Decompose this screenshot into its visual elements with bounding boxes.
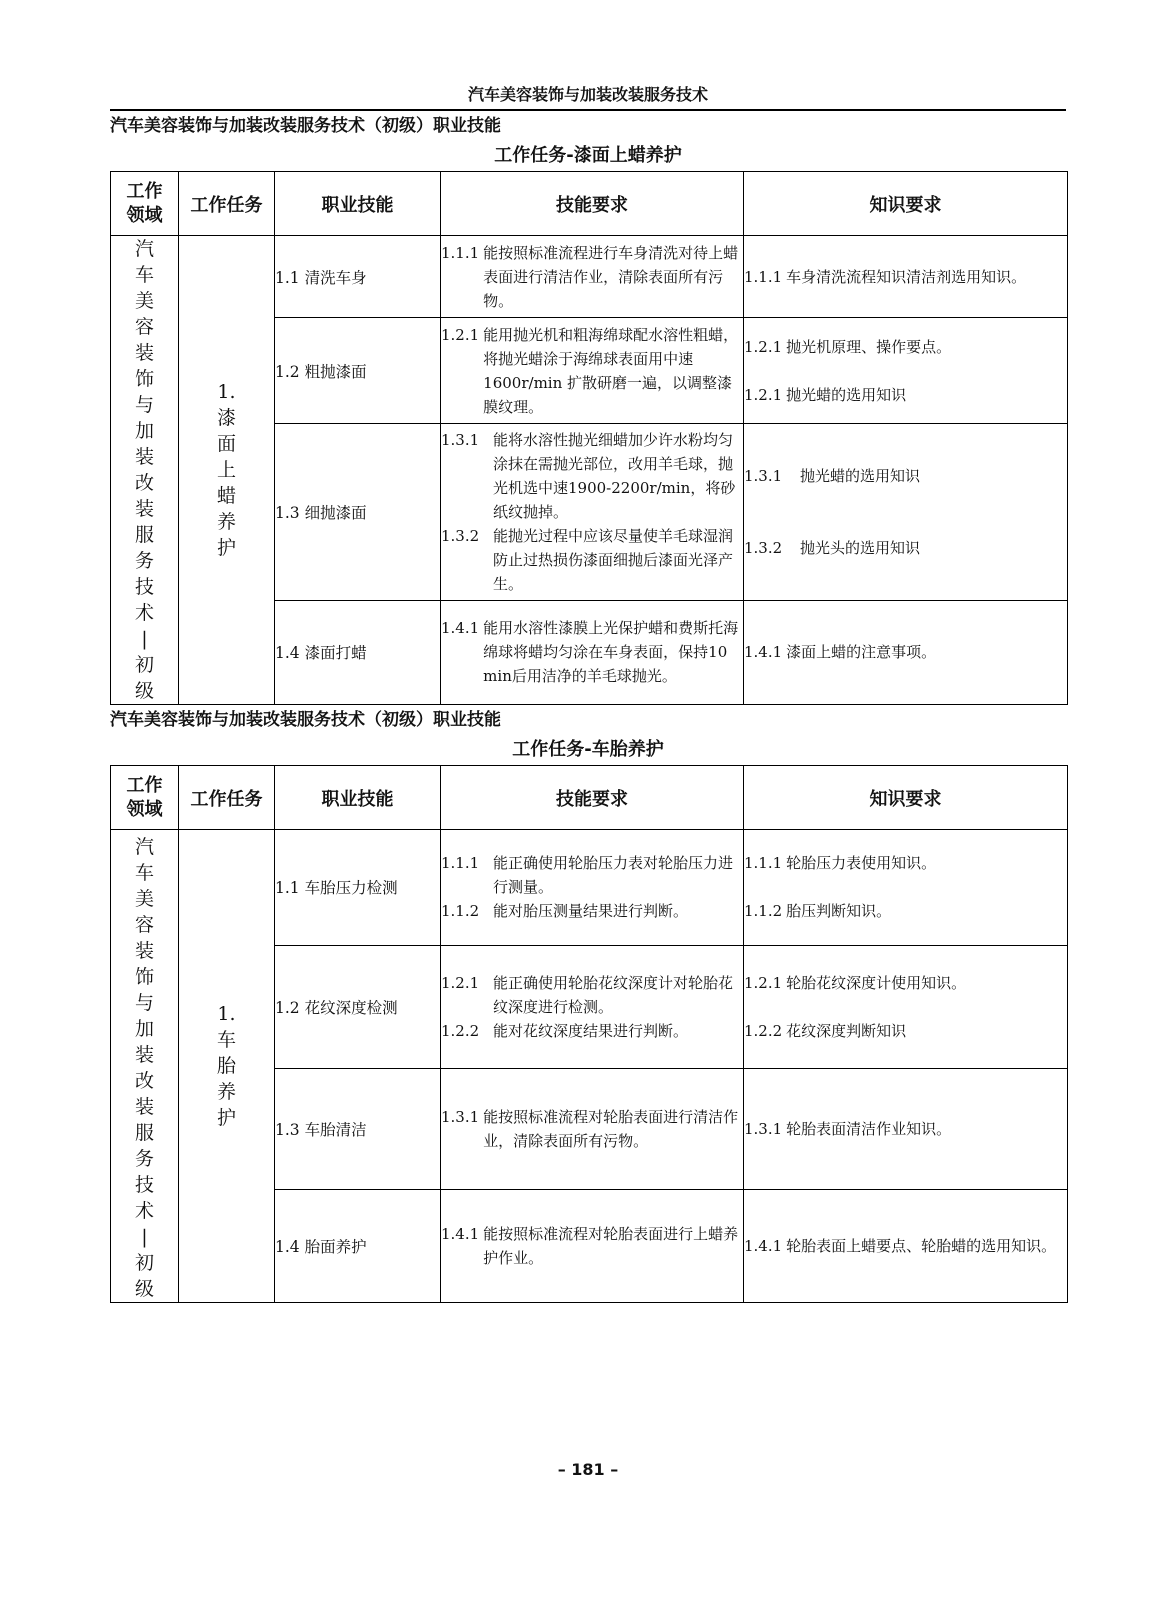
table-header-row <box>111 172 1068 236</box>
requirement-cell: 1.3.1 能将水溶性抛光细蜡加少许水粉均匀涂抹在需抛光部位，改用羊毛球，抛光机选中速1900-2200r/min，将砂纸纹抛掉。 1.3.2 能抛光过程中应该尽量使羊毛球湿润防止过热损伤漆面细抛后漆面光泽产生。 <box>441 424 744 600</box>
domain-cell <box>111 236 179 705</box>
knowledge-cell: 1.1.1 车身清洗流程知识清洁剂选用知识。 <box>744 236 1068 318</box>
table-header-row <box>111 766 1068 830</box>
skill-cell: 1.3 细抛漆面 <box>275 424 441 600</box>
knowledge-cell: 1.1.1 轮胎压力表使用知识。 1.1.2 胎压判断知识。 <box>744 830 1068 946</box>
task-vertical-text: 1. 漆 面 上 蜡 养 护 <box>216 381 236 559</box>
skills-table <box>110 171 1068 705</box>
column-header-knowledge: 知识要求 <box>744 766 1068 830</box>
column-header-skill: 职业技能 <box>275 172 441 236</box>
task-cell <box>179 830 275 1303</box>
column-header-requirement: 技能要求 <box>441 766 744 830</box>
knowledge-cell: 1.2.1 轮胎花纹深度计使用知识。 1.2.2 花纹深度判断知识 <box>744 945 1068 1068</box>
requirement-cell: 1.2.1 能用抛光机和粗海绵球配水溶性粗蜡，将抛光蜡涂于海绵球表面用中速1600r/min 扩散研磨一遍，以调整漆膜纹理。 <box>441 318 744 424</box>
section-heading: 汽车美容装饰与加装改装服务技术（初级）职业技能 <box>110 116 501 136</box>
column-header-task: 工作任务 <box>179 766 275 830</box>
header-rule <box>110 109 1066 111</box>
column-header-domain: 工作 领域 <box>111 172 179 236</box>
knowledge-cell: 1.3.1 抛光蜡的选用知识 1.3.2 抛光头的选用知识 <box>744 424 1068 600</box>
requirement-cell: 1.3.1 能按照标准流程对轮胎表面进行清洁作业，清除表面所有污物。 <box>441 1068 744 1189</box>
skill-cell: 1.2 花纹深度检测 <box>275 945 441 1068</box>
requirement-cell: 1.4.1 能用水溶性漆膜上光保护蜡和费斯托海绵球将蜡均匀涂在车身表面，保持10 min后用洁净的羊毛球抛光。 <box>441 600 744 704</box>
knowledge-cell: 1.3.1 轮胎表面清洁作业知识。 <box>744 1068 1068 1189</box>
page-number: – 181 – <box>557 1460 619 1479</box>
domain-cell <box>111 830 179 1303</box>
column-header-task: 工作任务 <box>179 172 275 236</box>
task-cell <box>179 236 275 705</box>
column-header-domain: 工作 领域 <box>111 766 179 830</box>
section-subtitle: 工作任务-车胎养护 <box>512 739 664 760</box>
column-header-requirement: 技能要求 <box>441 172 744 236</box>
task-vertical-text: 1. 车 胎 养 护 <box>216 1003 236 1129</box>
skill-cell: 1.1 车胎压力检测 <box>275 830 441 946</box>
skill-cell: 1.4 漆面打蜡 <box>275 600 441 704</box>
knowledge-cell: 1.4.1 漆面上蜡的注意事项。 <box>744 600 1068 704</box>
skill-cell: 1.1 清洗车身 <box>275 236 441 318</box>
skill-cell: 1.2 粗抛漆面 <box>275 318 441 424</box>
section-subtitle: 工作任务-漆面上蜡养护 <box>494 145 682 166</box>
skill-cell: 1.4 胎面养护 <box>275 1189 441 1302</box>
domain-vertical-text: 汽 车 美 容 装 饰 与 加 装 改 装 服 务 技 术 | 初 级 <box>134 836 154 1300</box>
section-heading: 汽车美容装饰与加装改装服务技术（初级）职业技能 <box>110 710 501 730</box>
running-header: 汽车美容装饰与加装改装服务技术 <box>467 85 708 104</box>
knowledge-cell: 1.2.1 抛光机原理、操作要点。 1.2.1 抛光蜡的选用知识 <box>744 318 1068 424</box>
domain-vertical-text: 汽 车 美 容 装 饰 与 加 装 改 装 服 务 技 术 | 初 级 <box>134 238 154 702</box>
skill-cell: 1.3 车胎清洁 <box>275 1068 441 1189</box>
requirement-cell: 1.2.1 能正确使用轮胎花纹深度计对轮胎花纹深度进行检测。 1.2.2 能对花纹深度结果进行判断。 <box>441 945 744 1068</box>
table-row <box>111 830 1068 946</box>
knowledge-cell: 1.4.1 轮胎表面上蜡要点、轮胎蜡的选用知识。 <box>744 1189 1068 1302</box>
column-header-skill: 职业技能 <box>275 766 441 830</box>
table-row <box>111 236 1068 318</box>
requirement-cell: 1.4.1 能按照标准流程对轮胎表面进行上蜡养护作业。 <box>441 1189 744 1302</box>
requirement-cell: 1.1.1 能按照标准流程进行车身清洗对待上蜡表面进行清洁作业，清除表面所有污物。 <box>441 236 744 318</box>
skills-table <box>110 765 1068 1303</box>
column-header-knowledge: 知识要求 <box>744 172 1068 236</box>
requirement-cell: 1.1.1 能正确使用轮胎压力表对轮胎压力进行测量。 1.1.2 能对胎压测量结果进行判断。 <box>441 830 744 946</box>
